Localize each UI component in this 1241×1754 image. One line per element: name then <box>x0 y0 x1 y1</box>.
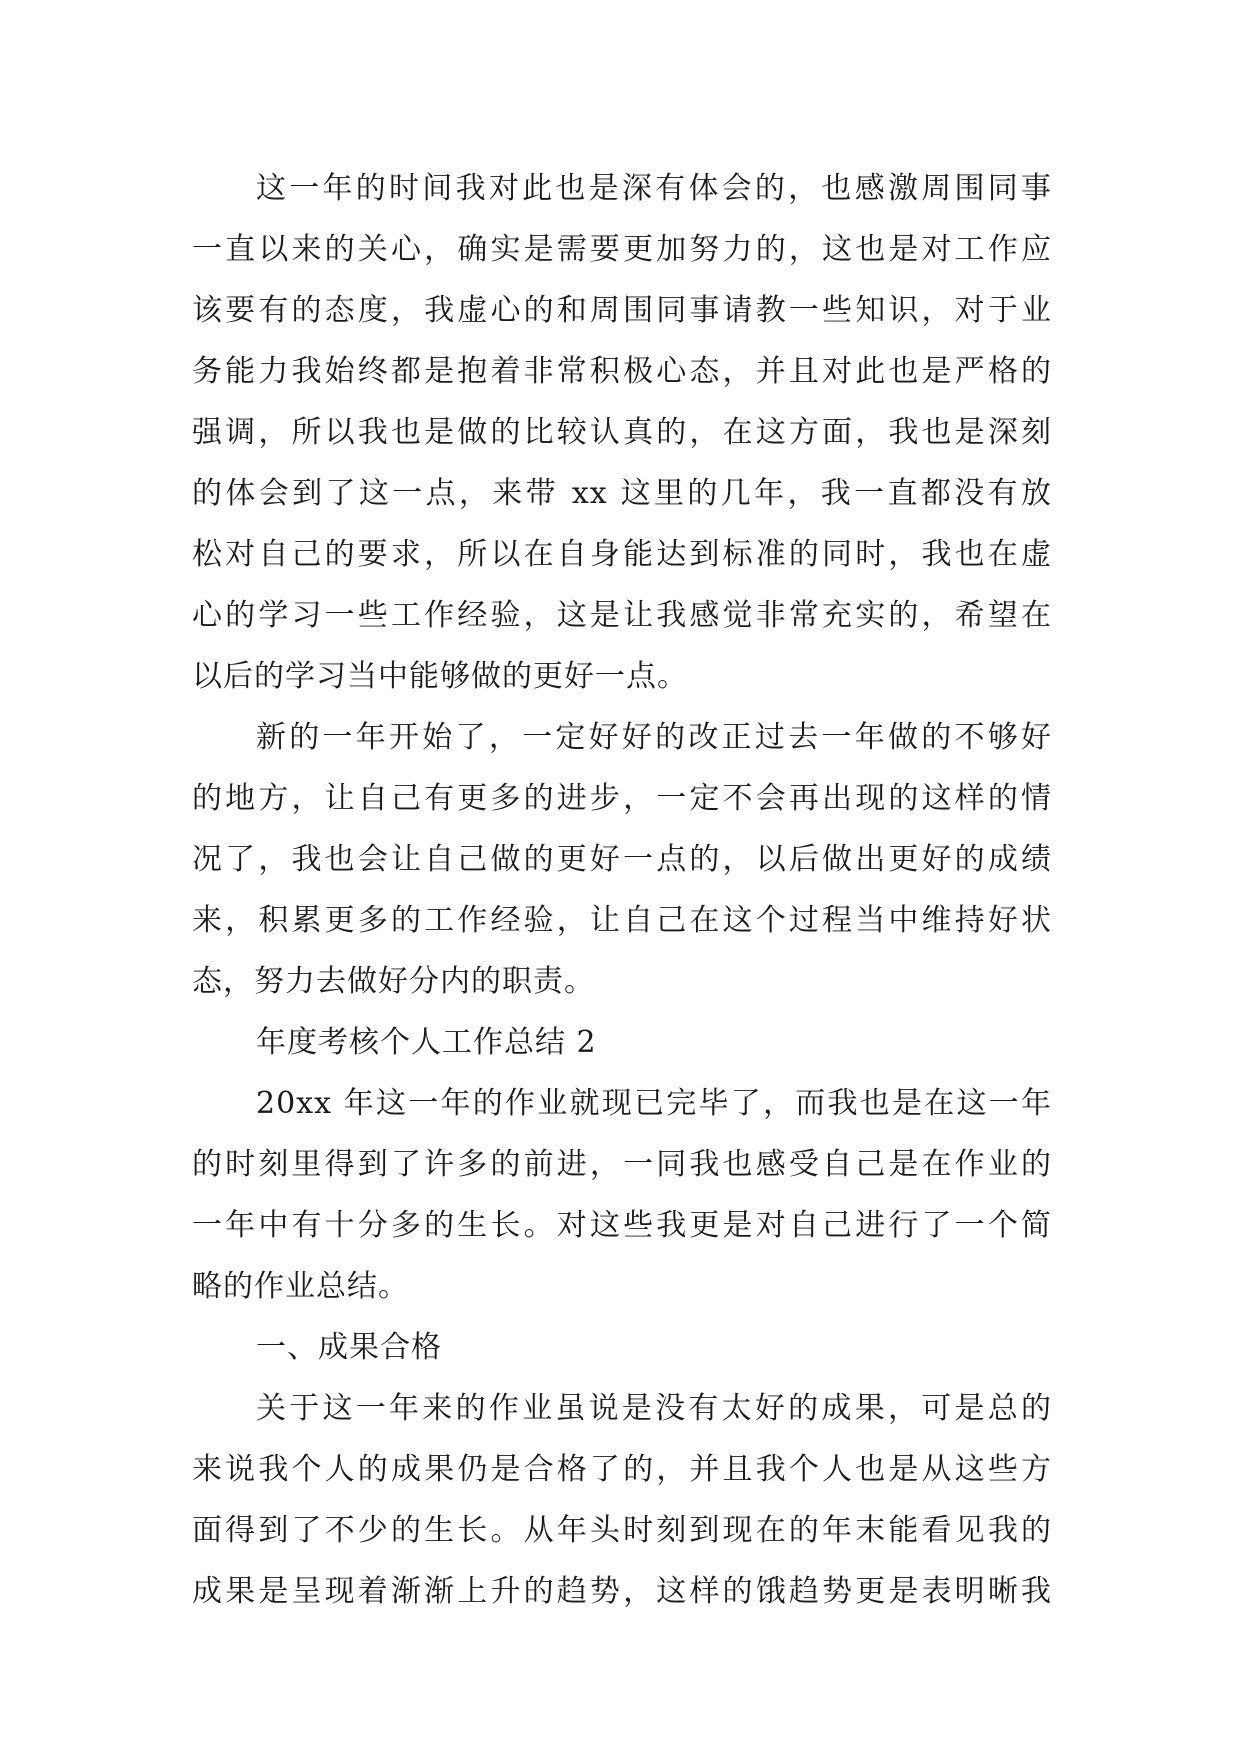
paragraph-line: 以后的学习当中能够做的更好一点。 <box>192 659 688 694</box>
paragraph-line: 关于这一年来的作业虽说是没有太好的成果，可是总的 <box>256 1391 1052 1426</box>
paragraph-line: 态，努力去做好分内的职责。 <box>192 964 595 999</box>
paragraph-line: 心的学习一些工作经验，这是让我感觉非常充实的，希望在 <box>192 598 1052 633</box>
paragraph-line: 成果是呈现着渐渐上升的趋势，这样的饿趋势更是表明晰我 <box>192 1574 1052 1609</box>
paragraph-line: 这一年的时间我对此也是深有体会的，也感激周围同事 <box>256 171 1052 206</box>
section-heading: 年度考核个人工作总结 2 <box>256 1025 597 1060</box>
paragraph-line: 松对自己的要求，所以在自身能达到标准的同时，我也在虚 <box>192 537 1052 572</box>
paragraph-line: 况了，我也会让自己做的更好一点的，以后做出更好的成绩 <box>192 842 1052 877</box>
document-body <box>192 158 1052 1622</box>
section-heading: 一、成果合格 <box>256 1330 442 1365</box>
paragraph-line: 新的一年开始了，一定好好的改正过去一年做的不够好 <box>256 720 1052 755</box>
paragraph-line: 20xx 年这一年的作业就现已完毕了，而我也是在这一年 <box>256 1086 1052 1121</box>
paragraph-line: 来说我个人的成果仍是合格了的，并且我个人也是从这些方 <box>192 1452 1052 1487</box>
paragraph-line: 的体会到了这一点，来带 xx 这里的几年，我一直都没有放 <box>192 476 1052 511</box>
paragraph-line: 略的作业总结。 <box>192 1269 409 1304</box>
paragraph-line: 的地方，让自己有更多的进步，一定不会再出现的这样的情 <box>192 781 1052 816</box>
paragraph-line: 面得到了不少的生长。从年头时刻到现在的年末能看见我的 <box>192 1513 1052 1548</box>
paragraph-line: 的时刻里得到了许多的前进，一同我也感受自己是在作业的 <box>192 1147 1052 1182</box>
paragraph-line: 强调，所以我也是做的比较认真的，在这方面，我也是深刻 <box>192 415 1052 450</box>
paragraph-line: 该要有的态度，我虚心的和周围同事请教一些知识，对于业 <box>192 293 1052 328</box>
paragraph-line: 来，积累更多的工作经验，让自己在这个过程当中维持好状 <box>192 903 1052 938</box>
paragraph-line: 一年中有十分多的生长。对这些我更是对自己进行了一个简 <box>192 1208 1052 1243</box>
paragraph-line: 务能力我始终都是抱着非常积极心态，并且对此也是严格的 <box>192 354 1052 389</box>
paragraph-line: 一直以来的关心，确实是需要更加努力的，这也是对工作应 <box>192 232 1052 267</box>
